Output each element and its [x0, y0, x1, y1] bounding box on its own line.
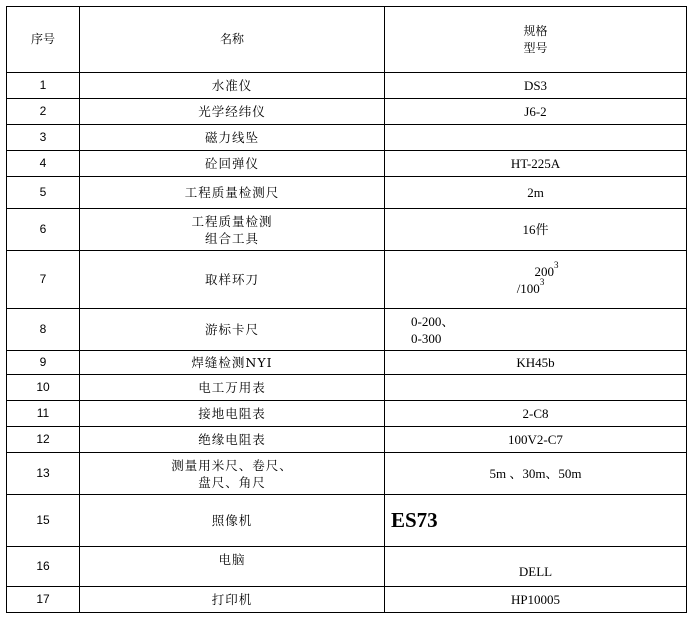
table-row: [7, 177, 687, 209]
row-name: 工程质量检测 组合工具: [80, 209, 385, 251]
row-no: 2: [7, 99, 80, 125]
row-spec: J6-2: [385, 99, 687, 125]
table-row: [7, 453, 687, 495]
row-spec: 2m: [385, 177, 687, 209]
table-row: [7, 309, 687, 351]
row-no: 7: [7, 251, 80, 309]
row-no: 16: [7, 547, 80, 587]
table-row: [7, 99, 687, 125]
row-spec: 100V2-C7: [385, 427, 687, 453]
header-name: 名称: [80, 7, 385, 73]
row-no: 15: [7, 495, 80, 547]
row-name: 电工万用表: [80, 375, 385, 401]
table-row: [7, 495, 687, 547]
row-no: 1: [7, 73, 80, 99]
row-spec: HP10005: [385, 587, 687, 613]
row-spec: 5m 、30m、50m: [385, 453, 687, 495]
table-row: [7, 125, 687, 151]
row-spec: KH45b: [385, 351, 687, 375]
row-spec: $200^3$ $/100^3$: [385, 251, 687, 309]
row-spec: ES73: [385, 495, 687, 547]
row-name: 光学经纬仪: [80, 99, 385, 125]
row-no: 17: [7, 587, 80, 613]
row-spec: 2-C8: [385, 401, 687, 427]
row-name: 电脑: [80, 547, 385, 587]
row-name: 水准仪: [80, 73, 385, 99]
row-spec: [385, 375, 687, 401]
table-row: [7, 151, 687, 177]
row-name: 照像机: [80, 495, 385, 547]
table-row: [7, 251, 687, 309]
row-name: 砼回弹仪: [80, 151, 385, 177]
table-row: [7, 401, 687, 427]
row-name: 取样环刀: [80, 251, 385, 309]
header-no: 序号: [7, 7, 80, 73]
row-spec: HT-225A: [385, 151, 687, 177]
table-row: [7, 73, 687, 99]
row-no: 10: [7, 375, 80, 401]
equipment-table: [6, 6, 687, 613]
row-no: 12: [7, 427, 80, 453]
row-spec: [385, 125, 687, 151]
row-no: 5: [7, 177, 80, 209]
row-name: 磁力线坠: [80, 125, 385, 151]
row-spec: DELL: [385, 547, 687, 587]
row-no: 9: [7, 351, 80, 375]
row-no: 8: [7, 309, 80, 351]
table-row: [7, 427, 687, 453]
row-name: 游标卡尺: [80, 309, 385, 351]
table-row: [7, 209, 687, 251]
table-row: [7, 547, 687, 587]
row-name: 测量用米尺、卷尺、 盘尺、角尺: [80, 453, 385, 495]
row-name: 绝缘电阻表: [80, 427, 385, 453]
header-spec: 规格 型号: [385, 7, 687, 73]
row-name: 工程质量检测尺: [80, 177, 385, 209]
header-row: [7, 7, 687, 73]
row-no: 4: [7, 151, 80, 177]
table-row: [7, 587, 687, 613]
row-spec: DS3: [385, 73, 687, 99]
row-no: 13: [7, 453, 80, 495]
table-row: [7, 351, 687, 375]
row-spec: 0-200、 0-300: [385, 309, 687, 351]
table-row: [7, 375, 687, 401]
row-no: 6: [7, 209, 80, 251]
row-no: 11: [7, 401, 80, 427]
row-spec: 16件: [385, 209, 687, 251]
row-name: 打印机: [80, 587, 385, 613]
row-name: 接地电阻表: [80, 401, 385, 427]
row-name: 焊缝检测NYI: [80, 351, 385, 375]
row-no: 3: [7, 125, 80, 151]
